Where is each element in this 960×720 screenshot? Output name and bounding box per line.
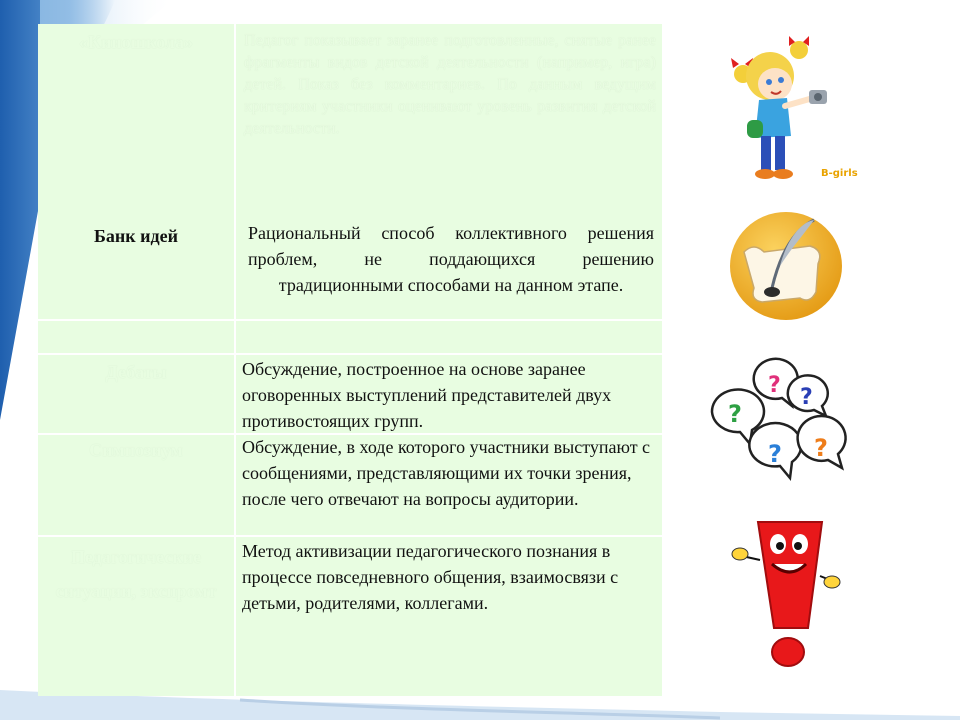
- term-ped-situatsii: Педагогические ситуации, экспромт: [55, 547, 217, 601]
- term-kinoshkola: «Киношкола»: [79, 32, 193, 52]
- question-mark-blue: ?: [800, 385, 813, 410]
- row-divider: [38, 353, 662, 355]
- girl-with-camera-illustration: [725, 36, 865, 191]
- term-simpozium: Симпозиум: [89, 440, 183, 460]
- question-mark-orange: ?: [814, 434, 828, 462]
- definition-simpozium: Обсуждение, в ходе которого участники выступают с сообщениями, представляющими их точки зрения, после чего отвечают на вопросы аудитории.: [242, 437, 651, 509]
- question-mark-pink: ?: [768, 373, 781, 398]
- row-divider: [38, 535, 662, 537]
- question-mark-green: ?: [728, 400, 742, 428]
- exclamation-mark-character-icon: [726, 516, 846, 672]
- quill-scroll-icon: [724, 206, 850, 324]
- definition-kinoshkola: Педагог показывает заранее подготовленные, снятые ранее фрагменты видов детской деятельности (например, игра) детей. Показ без комментариев. По данным ведущим критериям участники оценивают уровень развития детской деятельности.: [244, 32, 656, 137]
- question-bubbles-icon: [702, 352, 862, 484]
- column-divider: [234, 24, 236, 696]
- term-bank-idey: Банк идей: [94, 226, 178, 246]
- question-mark-lightblue: ?: [768, 440, 782, 468]
- definition-bank-idey: Рациональный способ коллективного решения проблем, не поддающихся решению традиционными способами на данном этапе.: [248, 223, 654, 295]
- definition-debaty: Обсуждение, построенное на основе заранее оговоренных выступлений представителей двух противостоящих групп.: [242, 359, 612, 431]
- girl-caption: B-girls: [821, 168, 858, 179]
- row-divider: [38, 319, 662, 321]
- definition-ped-situatsii: Метод активизации педагогического познания в процессе повседневного общения, взаимосвязи с детьми, родителями, коллегами.: [242, 541, 619, 613]
- term-debaty: Дебаты: [105, 362, 167, 382]
